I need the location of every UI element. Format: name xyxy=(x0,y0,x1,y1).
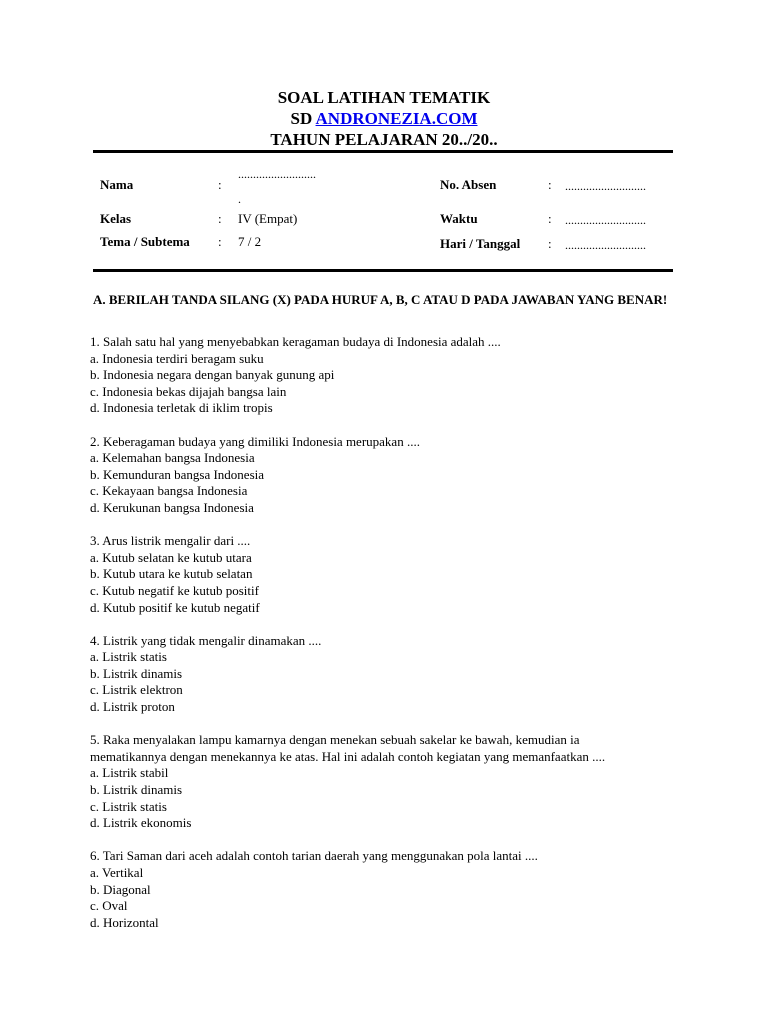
answer-option: b. Listrik dinamis xyxy=(90,665,183,681)
answer-option: d. Kerukunan bangsa Indonesia xyxy=(90,499,254,515)
question-text: 5. Raka menyalakan lampu kamarnya dengan menekan sebuah sakelar ke bawah, kemudian ia xyxy=(90,732,580,748)
absen-colon: : xyxy=(548,177,552,192)
answer-option: d. Horizontal xyxy=(90,914,159,930)
answer-option: a. Vertikal xyxy=(90,865,144,880)
question-item xyxy=(90,633,680,716)
answer-option: b. Diagonal xyxy=(90,881,151,897)
nama-label: Nama xyxy=(100,177,134,192)
question-text: 1. Salah satu hal yang menyebabkan keragaman budaya di Indonesia adalah .... xyxy=(90,334,501,349)
kelas-label: Kelas xyxy=(100,211,132,226)
question-text: 6. Tari Saman dari aceh adalah contoh tarian daerah yang menggunakan pola lantai .... xyxy=(90,848,538,864)
answer-option: b. Indonesia negara dengan banyak gunung api xyxy=(90,367,335,383)
tema-colon: : xyxy=(218,234,222,249)
kelas-colon: : xyxy=(218,211,222,226)
answer-option: a. Kelemahan bangsa Indonesia xyxy=(90,450,255,466)
header-divider-bottom xyxy=(93,269,673,272)
answer-option: b. Kutub utara ke kutub selatan xyxy=(90,566,253,582)
answer-option: a. Listrik stabil xyxy=(90,765,169,781)
question-list xyxy=(90,334,680,948)
waktu-label: Waktu xyxy=(440,211,478,226)
question-text: 2. Keberagaman budaya yang dimiliki Indonesia merupakan .... xyxy=(90,433,420,449)
answer-option: c. Listrik elektron xyxy=(90,682,183,698)
absen-label: No. Absen xyxy=(440,177,497,192)
answer-option: c. Kekayaan bangsa Indonesia xyxy=(90,483,248,499)
answer-option: a. Indonesia terdiri beragam suku xyxy=(90,350,264,366)
title-line-1: SOAL LATIHAN TEMATIK xyxy=(277,88,491,107)
answer-option: c. Oval xyxy=(90,898,128,914)
question-item xyxy=(90,334,680,417)
answer-option: d. Listrik ekonomis xyxy=(90,815,192,831)
question-item xyxy=(90,434,680,517)
question-item xyxy=(90,848,680,931)
answer-option: a. Listrik statis xyxy=(90,649,167,665)
kelas-value: IV (Empat) xyxy=(238,211,298,226)
answer-option: c. Listrik statis xyxy=(90,798,167,814)
hari-colon: : xyxy=(548,236,552,251)
waktu-colon: : xyxy=(548,211,552,226)
hari-label: Hari / Tanggal xyxy=(440,236,521,251)
answer-option: d. Indonesia terletak di iklim tropis xyxy=(90,400,273,416)
answer-option: b. Kemunduran bangsa Indonesia xyxy=(90,466,265,482)
question-item xyxy=(90,533,680,616)
section-a-heading: A. BERILAH TANDA SILANG (X) PADA HURUF A, B, C ATAU D PADA JAWABAN YANG BENAR! xyxy=(93,292,668,307)
absen-value: ........................... xyxy=(565,179,646,193)
waktu-value: ........................... xyxy=(565,213,646,227)
title-line-3: TAHUN PELAJARAN 20../20.. xyxy=(270,130,498,149)
question-text: 3. Arus listrik mengalir dari .... xyxy=(90,533,251,549)
tema-value: 7 / 2 xyxy=(238,234,262,249)
answer-option: c. Indonesia bekas dijajah bangsa lain xyxy=(90,383,287,399)
question-text: 4. Listrik yang tidak mengalir dinamakan .... xyxy=(90,632,322,648)
title-line-2 xyxy=(0,109,768,129)
tema-label: Tema / Subtema xyxy=(100,234,190,249)
question-text: mematikannya dengan menekannya ke atas. Hal ini adalah contoh kegiatan yang memanfaatkan .... xyxy=(90,748,606,764)
question-item xyxy=(90,732,680,832)
answer-option: d. Kutub positif ke kutub negatif xyxy=(90,599,260,615)
nama-colon: : xyxy=(218,177,222,192)
website-link[interactable]: ANDRONEZIA.COM xyxy=(315,109,478,128)
answer-option: c. Kutub negatif ke kutub positif xyxy=(90,582,259,598)
nama-value-line2: . xyxy=(238,192,241,206)
hari-value: ........................... xyxy=(565,238,646,252)
title-prefix: SD xyxy=(290,109,316,128)
answer-option: a. Kutub selatan ke kutub utara xyxy=(90,549,252,565)
answer-option: b. Listrik dinamis xyxy=(90,782,183,798)
answer-option: d. Listrik proton xyxy=(90,699,175,715)
header-divider-top xyxy=(93,150,673,153)
nama-value-line1: .......................... xyxy=(238,167,316,181)
